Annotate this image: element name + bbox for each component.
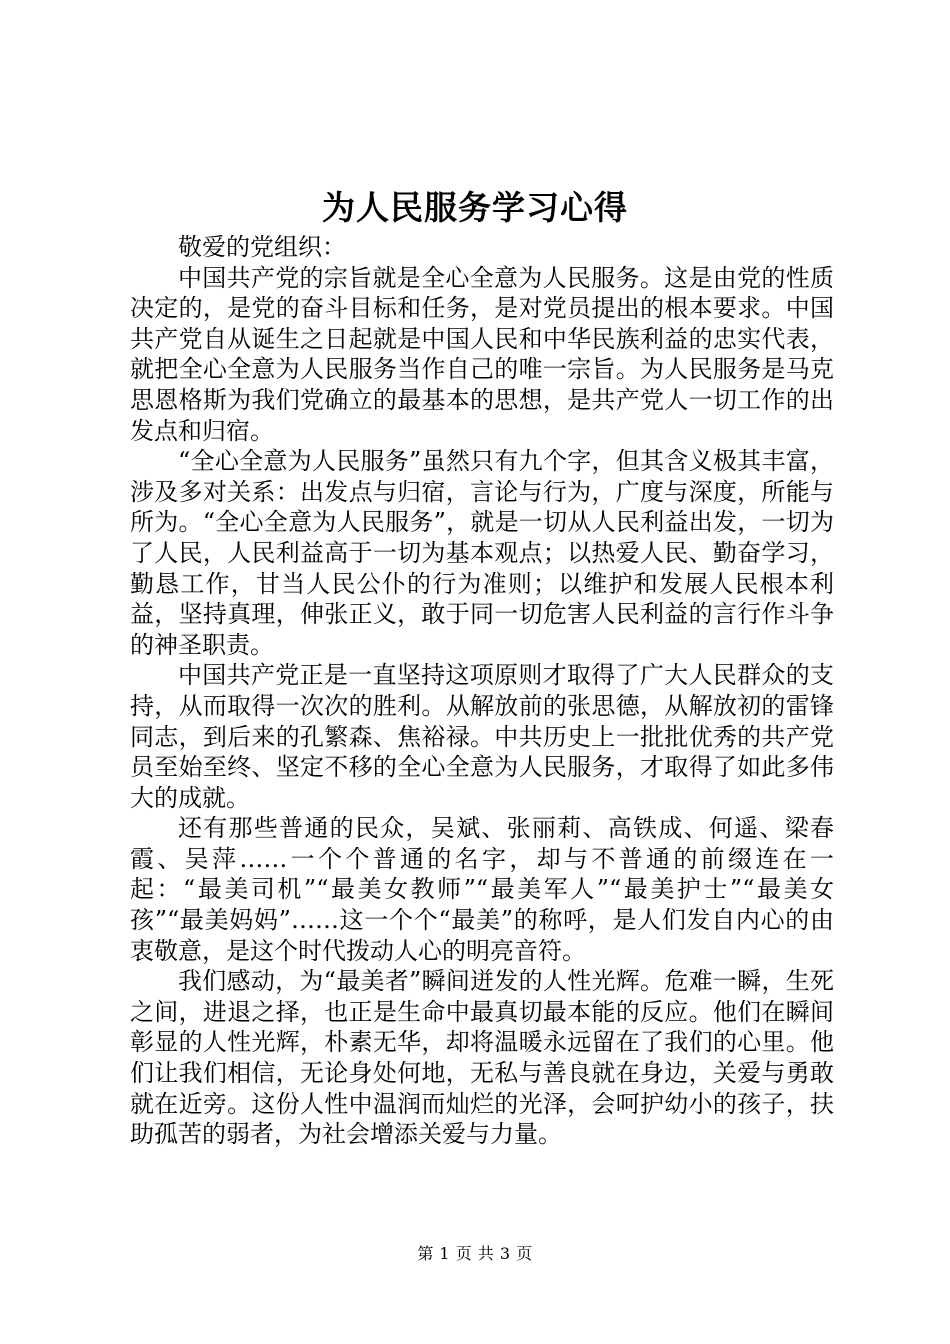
document-body xyxy=(130,232,834,1150)
paragraph: 还有那些普通的民众，吴斌、张丽莉、高铁成、何遥、梁春霞、吴萍……一个个普通的名字，却与不普通的前缀连在一起：“最美司机”“最美女教师”“最美军人”“最美护士”“最美女孩”“最美妈妈”……这一个个“最美”的称呼，是人们发自内心的由衷敬意，是这个时代拨动人心的明亮音符。 xyxy=(130,814,834,965)
page-footer: 第 1 页 共 3 页 xyxy=(417,1244,533,1263)
paragraph: 我们感动，为“最美者”瞬间迸发的人性光辉。危难一瞬，生死之间，进退之择，也正是生命中最真切最本能的反应。他们在瞬间彰显的人性光辉，朴素无华，却将温暖永远留在了我们的心里。他们让我们相信，无论身处何地，无私与善良就在身边，关爱与勇敢就在近旁。这份人性中温润而灿烂的光泽，会呵护幼小的孩子，扶助孤苦的弱者，为社会增添关爱与力量。 xyxy=(130,967,834,1149)
paragraph: 中国共产党的宗旨就是全心全意为人民服务。这是由党的性质决定的，是党的奋斗目标和任务，是对党员提出的根本要求。中国共产党自从诞生之日起就是中国人民和中华民族利益的忠实代表，就把全心全意为人民服务当作自己的唯一宗旨。为人民服务是马克思恩格斯为我们党确立的最基本的思想，是共产党人一切工作的出发点和归宿。 xyxy=(130,263,834,445)
paragraph: “全心全意为人民服务”虽然只有九个字，但其含义极其丰富，涉及多对关系：出发点与归宿，言论与行为，广度与深度，所能与所为。“全心全意为人民服务”，就是一切从人民利益出发，一切为了人民，人民利益高于一切为基本观点；以热爱人民、勤奋学习，勤恳工作，甘当人民公仆的行为准则；以维护和发展人民根本利益，坚持真理，伸张正义，敢于同一切危害人民利益的言行作斗争的神圣职责。 xyxy=(130,447,834,659)
paragraph: 中国共产党正是一直坚持这项原则才取得了广大人民群众的支持，从而取得一次次的胜利。从解放前的张思德，从解放初的雷锋同志，到后来的孔繁森、焦裕禄。中共历史上一批批优秀的共产党员至始至终、坚定不移的全心全意为人民服务，才取得了如此多伟大的成就。 xyxy=(130,661,834,812)
document-title: 为人民服务学习心得 xyxy=(322,188,628,227)
salutation: 敬爱的党组织： xyxy=(178,233,346,261)
